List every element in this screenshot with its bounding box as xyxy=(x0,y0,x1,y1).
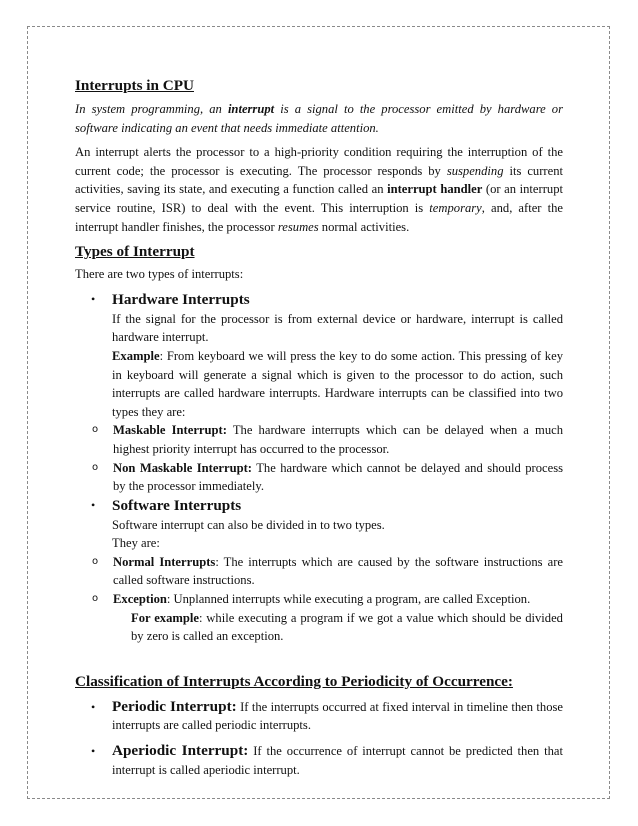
periodic-label: Periodic Interrupt: xyxy=(112,697,237,715)
intro-paragraph xyxy=(75,100,563,137)
periodic-interrupt-item xyxy=(75,698,563,735)
circle-bullet-icon: o xyxy=(92,424,99,436)
maskable-interrupt-item xyxy=(75,421,563,458)
aperiodic-text: If the occurrence of interrupt cannot be predicted then that interrupt is called aperiodic interrupt. xyxy=(112,744,563,777)
description-paragraph xyxy=(75,143,563,236)
exception-label: Exception xyxy=(113,592,167,607)
intro-keyword: interrupt xyxy=(227,102,275,116)
para-bold-handler: interrupt handler xyxy=(387,182,483,197)
para-part-c: (or an interrupt service routine, ISR) to deal with the event. This interruption is xyxy=(75,182,564,215)
hardware-interrupts-item xyxy=(75,290,563,422)
exception-item xyxy=(75,590,563,609)
normal-interrupts-text: : The interrupts which are caused by the software instructions are called software instructions. xyxy=(113,554,563,588)
bullet-icon: • xyxy=(91,699,96,714)
intro-text-end: is a signal to the processor emitted by hardware or software indicating an event that needs immediate attention. xyxy=(75,102,563,135)
bullet-icon: • xyxy=(91,744,96,759)
exception-example xyxy=(75,609,563,646)
nonmaskable-label: Non Maskable Interrupt: xyxy=(113,460,252,475)
exception-text: : Unplanned interrupts while executing a program, are called Exception. xyxy=(166,592,531,607)
para-emphasis-suspending: suspending xyxy=(446,163,504,178)
exception-example-label: For example xyxy=(131,610,199,625)
para-part-a: An interrupt alerts the processor to a high-priority condition requiring the interruption of the current code; the processor is executing. The processor responds by xyxy=(75,145,563,178)
page-title: Interrupts in CPU xyxy=(75,77,194,94)
para-part-d: , and, after the interrupt handler finishes, the processor xyxy=(75,200,563,234)
hardware-interrupts-title: Hardware Interrupts xyxy=(112,290,250,308)
hardware-example-text: : From keyboard we will press the key to do some action. This pressing of key in keyboard will generate a signal which is given to the processor to do action, such interrupts are called hardware interrupts. Hardware interrupts can be classified into two types they are: xyxy=(112,348,563,419)
software-they-are: They are: xyxy=(112,536,160,551)
types-heading: Types of Interrupt xyxy=(75,243,195,261)
types-intro: There are two types of interrupts: xyxy=(75,267,244,282)
circle-bullet-icon: o xyxy=(92,461,99,473)
software-interrupts-item xyxy=(75,496,563,553)
maskable-text: The hardware interrupts which can be delayed when a much highest priority interrupt has occurred to the processor. xyxy=(113,423,564,456)
hardware-example xyxy=(112,347,563,421)
maskable-label: Maskable Interrupt: xyxy=(113,423,227,438)
circle-bullet-icon: o xyxy=(92,593,99,605)
bullet-icon: • xyxy=(91,497,96,512)
software-interrupts-title: Software Interrupts xyxy=(112,496,242,514)
bullet-icon: • xyxy=(91,291,96,306)
document-content xyxy=(75,76,563,786)
classification-heading: Classification of Interrupts According to Periodicity of Occurrence: xyxy=(75,672,513,690)
exception-example-text: : while executing a program if we got a value which should be divided by zero is called an exception. xyxy=(131,610,563,644)
circle-bullet-icon: o xyxy=(92,555,99,567)
para-part-b: its current activities, saving its state, and executing a function called an xyxy=(75,163,563,197)
aperiodic-interrupt-item xyxy=(75,742,563,779)
para-emphasis-resumes: resumes xyxy=(277,219,319,234)
normal-interrupts-item xyxy=(75,553,563,590)
periodic-text: If the interrupts occurred at fixed interval in timeline then those interrupts are called periodic interrupts. xyxy=(112,699,564,733)
aperiodic-label: Aperiodic Interrupt: xyxy=(112,742,249,760)
nonmaskable-interrupt-item xyxy=(75,459,563,496)
hardware-description: If the signal for the processor is from external device or hardware, interrupt is called hardware interrupt. xyxy=(112,311,563,345)
nonmaskable-text: The hardware which cannot be delayed and should process by the processor immediately. xyxy=(113,460,563,494)
intro-text-start: In system programming, an xyxy=(75,102,228,116)
normal-interrupts-label: Normal Interrupts xyxy=(113,554,216,569)
software-description: Software interrupt can also be divided in to two types. xyxy=(112,517,385,532)
para-emphasis-temporary: temporary xyxy=(429,200,482,215)
hardware-example-label: Example xyxy=(112,348,160,363)
para-part-e: normal activities. xyxy=(318,219,410,234)
